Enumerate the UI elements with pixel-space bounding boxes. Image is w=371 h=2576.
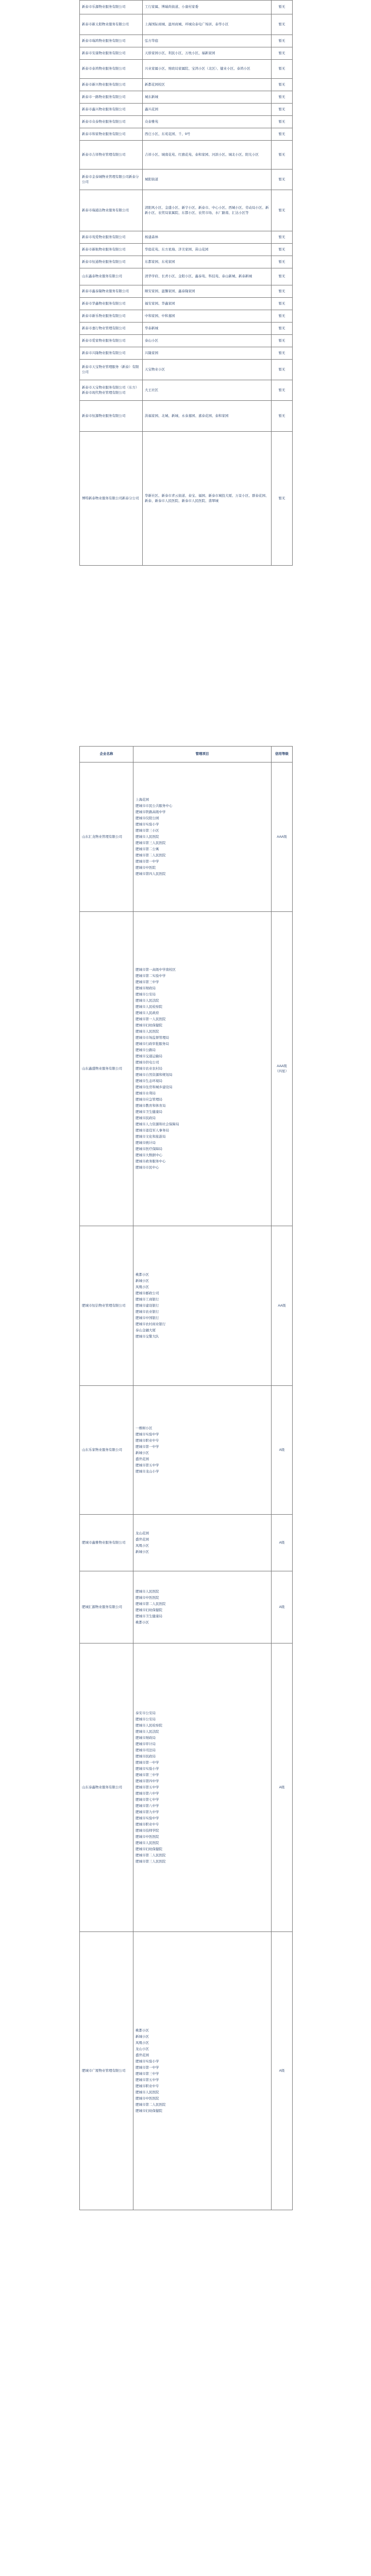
project-item: 肥城市第二人民医院 xyxy=(136,1853,166,1857)
company-cell: 新泰市新乐物业服务有限公司 xyxy=(80,310,143,323)
project-item: 凤凰小区 xyxy=(136,2041,149,2045)
project-item: 肥城市市民公共服务中心 xyxy=(136,804,173,808)
company-cell: 新泰市新航物业服务有限公司 xyxy=(80,244,143,256)
project-item: 肥城市第三中学 xyxy=(136,2072,159,2076)
project-item: 肥城市中医院 xyxy=(136,866,156,870)
area-cell: 大王社区 xyxy=(143,380,272,401)
company-cell: 新泰市一路物业服务有限公司 xyxy=(80,91,143,104)
level-cell: A级 xyxy=(272,1515,293,1571)
header-area: 管理项目 xyxy=(133,747,272,762)
area-cell: 杨建森林 xyxy=(143,231,272,244)
area-cell: 工行家属、博瑞尚街道、小康村家委 xyxy=(143,1,272,14)
project-item: 肥城市第四中学 xyxy=(136,1779,159,1783)
project-item: 新城小区 xyxy=(136,2035,149,2039)
project-item: 桃都小区 xyxy=(136,2028,149,2032)
table-row xyxy=(80,298,293,310)
level-cell: AAA级 xyxy=(272,762,293,912)
project-item: 肥城市卫生健康局 xyxy=(136,1110,162,1114)
table-1-body xyxy=(80,1,293,566)
area-cell: 众泰雅苑 xyxy=(143,116,272,128)
area-cell xyxy=(133,1515,272,1571)
area-cell: 福安家园、华鑫家园 xyxy=(143,298,272,310)
project-item: 肥城市龙山小学 xyxy=(136,1469,159,1473)
project-item: 肥城市财政局 xyxy=(136,1736,156,1740)
project-item: 肥城市市场监督管理局 xyxy=(136,1036,169,1040)
project-item: 凤凰小区 xyxy=(136,1285,149,1289)
project-item: 一棵树小区 xyxy=(136,1426,153,1430)
company-cell: 肥城市鑫雅物业服务有限公司 xyxy=(80,1515,133,1571)
project-item: 肥城市第三中学 xyxy=(136,1773,159,1777)
company-cell: 新泰市天宝物业服务有限公司（东方）新泰市现代物业管理有限公司 xyxy=(80,380,143,401)
level-cell: 暂无 xyxy=(272,60,293,79)
project-item: 肥城市市民中心 xyxy=(136,1165,159,1170)
level-cell: 暂无 xyxy=(272,91,293,104)
level-cell: 暂无 xyxy=(272,285,293,298)
project-item: 肥城市公路局 xyxy=(136,1048,156,1052)
table-row xyxy=(80,1,293,14)
level-cell: AAA级（四星） xyxy=(272,912,293,1226)
company-cell: 新泰市苑爱物业服务有限公司 xyxy=(80,231,143,244)
project-item: 肥城市人民医院 xyxy=(136,1029,159,1033)
project-item: 凤凰小区 xyxy=(136,1544,149,1548)
company-cell: 新泰市嘉行物业管理有限公司 xyxy=(80,323,143,335)
area-cell: 华庭花苑、东方星海、济美家园、苗山花园 xyxy=(143,244,272,256)
area-cell: 鑫兴花园 xyxy=(143,104,272,116)
project-item: 肥城市文化和旅游局 xyxy=(136,1134,166,1139)
project-item: 肥城市住房和城乡建设局 xyxy=(136,1085,173,1089)
level-cell: 暂无 xyxy=(272,323,293,335)
table-row xyxy=(80,1386,293,1515)
table-row xyxy=(80,141,293,170)
area-cell xyxy=(133,1226,272,1386)
header-level: 信用等级 xyxy=(272,747,293,762)
company-cell: 新泰市新太阳物业服务有限公司 xyxy=(80,14,143,35)
project-item: 肥城市妇幼保健院 xyxy=(136,1023,162,1027)
area-cell: 清阳风小区、金盛小区、新宇小区、新泰市、中心小区、西城小区、劳动局小区、新新小区、农贸局家属院、东都小区、农贸市场、水厂路南、汇达小区等 xyxy=(143,190,272,231)
level-cell: 暂无 xyxy=(272,380,293,401)
level-cell: 暂无 xyxy=(272,401,293,432)
level-cell: AA级 xyxy=(272,1226,293,1386)
area-cell: 天宝物业小区 xyxy=(143,360,272,380)
project-item: 肥城市中医医院 xyxy=(136,1835,159,1839)
project-item: 肥城市民政局 xyxy=(136,1116,156,1120)
project-item: 肥城市退役军人事务局 xyxy=(136,1128,169,1132)
level-cell: 暂无 xyxy=(272,335,293,347)
table-row xyxy=(80,1226,293,1386)
project-item: 肥城市教育和体育局 xyxy=(136,1104,166,1108)
company-cell: 新泰市吉祥物业管理有限公司 xyxy=(80,141,143,170)
company-cell: 肥城市广厦物业管理有限公司 xyxy=(80,1932,133,2210)
project-item: 肥城市第九中学 xyxy=(136,1810,159,1814)
project-item: 桃都小区 xyxy=(136,1620,149,1624)
project-item: 肥城市公安局 xyxy=(136,1717,156,1721)
area-cell: 华新社区、新泰市青云街道、泰宝、福园、新泰市城投大厦、万景小区、群泰花园、新泰、新泰市人民医院、新泰市人民医院、翡翠城 xyxy=(143,432,272,566)
company-cell: 新泰市瑞通达物业服务有限公司 xyxy=(80,190,143,231)
company-cell: 新泰市鑫兴物业服务有限公司 xyxy=(80,104,143,116)
project-item: 肥城市交通运输局 xyxy=(136,1054,162,1058)
project-item: 肥城市职业中专 xyxy=(136,2084,159,2088)
table-row xyxy=(80,1643,293,1932)
table-row xyxy=(80,360,293,380)
area-cell: 兴业家属小区、财政局家属院、宝鸿小区（北区）、健业小区、泰鸿小区 xyxy=(143,60,272,79)
level-cell: 暂无 xyxy=(272,360,293,380)
area-cell: 兴隆家园 xyxy=(143,347,272,360)
table-row xyxy=(80,347,293,360)
project-item: 肥城市第一中学 xyxy=(136,2065,159,2070)
project-item: 肥城市第三人民医院 xyxy=(136,841,166,845)
table-row xyxy=(80,91,293,104)
table-row xyxy=(80,128,293,141)
project-item: 肥城市农业农村局 xyxy=(136,1066,162,1071)
area-cell xyxy=(133,1643,272,1932)
level-cell: 暂无 xyxy=(272,432,293,566)
area-cell: 弘方华庭 xyxy=(143,35,272,47)
table-row xyxy=(80,401,293,432)
table-row xyxy=(80,60,293,79)
project-item: 肥城市应急管理局 xyxy=(136,1097,162,1101)
level-cell: 暂无 xyxy=(272,190,293,231)
area-cell xyxy=(133,912,272,1226)
project-item: 肥城市职业中专 xyxy=(136,1822,159,1826)
table-row xyxy=(80,335,293,347)
project-item: 肥城市民政局 xyxy=(136,1754,156,1758)
project-item: 肥城市人民医院 xyxy=(136,1589,159,1594)
level-cell: 暂无 xyxy=(272,231,293,244)
project-item: 肥城市第一中学 xyxy=(136,1445,159,1449)
company-cell: 新泰市安康物业服务有限公司 xyxy=(80,47,143,60)
level-cell: 暂无 xyxy=(272,35,293,47)
project-item: 肥城市第六中学 xyxy=(136,1791,159,1795)
table-row xyxy=(80,47,293,60)
area-cell xyxy=(133,1932,272,2210)
project-item: 肥城市建设银行 xyxy=(136,1303,159,1308)
level-cell: 暂无 xyxy=(272,116,293,128)
project-item: 肥城市第二实验中学 xyxy=(136,974,166,978)
area-cell: 清华学府、长青小区、金阳小区、鑫泰苑、科技苑、泰山新城、新泰新城 xyxy=(143,268,272,285)
project-item: 肥城市第四人民医院 xyxy=(136,872,166,876)
project-item: 肥城市实验小学 xyxy=(136,2059,159,2063)
project-item: 肥城市人民政府 xyxy=(136,1011,159,1015)
project-item: 新城小区 xyxy=(136,1279,149,1283)
area-cell: 吉祥小区、城南花苑、红旗花苑、泰和家园、河滨小区、城北小区、阳光小区 xyxy=(143,141,272,170)
project-item: 龙山小区 xyxy=(136,2047,149,2051)
project-item: 肥城市行政审批服务局 xyxy=(136,1042,169,1046)
area-cell xyxy=(133,1571,272,1643)
table-2-header-row xyxy=(80,747,293,762)
project-item: 肥城市水利局 xyxy=(136,1091,156,1095)
project-item: 肥城市妇幼保健院 xyxy=(136,1608,162,1612)
company-cell: 新泰市泰鸿物业服务有限公司 xyxy=(80,60,143,79)
project-item: 肥城市第二人民医院 xyxy=(136,1602,166,1606)
project-item: 肥城市供电公司 xyxy=(136,1060,159,1064)
header-company: 企业名称 xyxy=(80,747,133,762)
project-item: 肥城市第八中学 xyxy=(136,1804,159,1808)
project-item: 肥城市第三小区 xyxy=(136,828,159,833)
project-item: 新城小区 xyxy=(136,1451,149,1455)
property-company-table-2 xyxy=(79,746,293,2210)
project-item: 肥城市技师学院 xyxy=(136,1828,159,1833)
project-item: 泰安市公安局 xyxy=(136,1711,156,1715)
project-item: 肥城市妇幼保健院 xyxy=(136,2109,162,2113)
area-cell: 东都家园、东苑家园 xyxy=(143,256,272,268)
project-item: 泰山金融大厦 xyxy=(136,1328,156,1332)
project-item: 新城小区 xyxy=(136,1550,149,1554)
company-cell: 新泰市兴隆物业服务有限公司 xyxy=(80,347,143,360)
level-cell: 暂无 xyxy=(272,244,293,256)
project-item: 肥城市第二人民医院 xyxy=(136,853,166,857)
project-item: 肥城市统计局 xyxy=(136,1141,156,1145)
project-item: 肥城市人民医院 xyxy=(136,2090,159,2094)
table-row xyxy=(80,912,293,1226)
project-item: 肥城市人民法院 xyxy=(136,998,159,1003)
table-row xyxy=(80,170,293,190)
table-gap xyxy=(79,742,292,746)
project-item: 肥城市第一中学 xyxy=(136,1760,159,1765)
project-item: 肥城市司法局 xyxy=(136,1748,156,1752)
project-item: 肥城市实验中学 xyxy=(136,1816,159,1820)
project-item: 肥城市第七中学 xyxy=(136,1798,159,1802)
table-row xyxy=(80,244,293,256)
project-item: 肥城市第二人民医院 xyxy=(136,2103,166,2107)
project-item: 肥城市中医医院 xyxy=(136,2096,159,2100)
level-cell: A级 xyxy=(272,1571,293,1643)
table-row xyxy=(80,432,293,566)
area-cell: 城东新城 xyxy=(143,91,272,104)
project-item: 肥城市审计局 xyxy=(136,1742,156,1746)
project-item: 肥城市卫生健康局 xyxy=(136,1614,162,1618)
area-cell: 上海国际商城、温州商城、环城众泰电广场居、泰华小区 xyxy=(143,14,272,35)
area-cell: 西庄小区、东苑花园、千、9号 xyxy=(143,128,272,141)
table-row xyxy=(80,1932,293,2210)
company-cell: 新泰市爱家物业服务有限公司 xyxy=(80,335,143,347)
company-cell: 新泰市金泰城物业管理有限公司新泰分公司 xyxy=(80,170,143,190)
project-item: 肥城市铁路高级中学 xyxy=(136,810,166,814)
project-item: 肥城市农村商业银行 xyxy=(136,1322,166,1326)
property-company-table-1 xyxy=(79,0,293,566)
project-item: 肥城市公安局 xyxy=(136,992,156,996)
level-cell: A级 xyxy=(272,1386,293,1515)
project-item: 肥城市第五中学 xyxy=(136,1785,159,1789)
table-row xyxy=(80,256,293,268)
table-row xyxy=(80,380,293,401)
project-item: 桃都小区 xyxy=(136,1273,149,1277)
project-item: 肥城市人民法院 xyxy=(136,1730,159,1734)
table-row xyxy=(80,104,293,116)
project-item: 龙山花园 xyxy=(136,1531,149,1535)
project-item: 肥城市第二公寓 xyxy=(136,847,159,851)
area-cell: 华泰新城 xyxy=(143,323,272,335)
area-cell: 天骄家园小区、利民小区、万枕小区、福新家园 xyxy=(143,47,272,60)
company-cell: 新泰市恒源物业服务有限公司 xyxy=(80,401,143,432)
table-row xyxy=(80,1515,293,1571)
table-2-body xyxy=(80,762,293,2210)
company-cell: 新泰市华鑫物业服务有限公司 xyxy=(80,298,143,310)
area-cell: 洪福家园、北城、新城、永泰嘉园、嘉泰花园、泰和家园 xyxy=(143,401,272,432)
table-row xyxy=(80,190,293,231)
project-item: 肥城市仪阳公园 xyxy=(136,816,159,820)
project-item: 上海花园 xyxy=(136,798,149,802)
project-item: 肥城市邮政公司 xyxy=(136,1291,159,1295)
level-cell: 暂无 xyxy=(272,47,293,60)
project-item: 肥城市职业中专 xyxy=(136,1438,159,1443)
level-cell: 暂无 xyxy=(272,268,293,285)
project-item: 肥城市人民检察院 xyxy=(136,1723,162,1727)
project-item: 肥城市财政局 xyxy=(136,986,156,990)
project-item: 肥城市实验中学 xyxy=(136,1432,159,1436)
area-cell: 城阳街道 xyxy=(143,170,272,190)
area-cell xyxy=(133,1386,272,1515)
area-cell: 泰山小区 xyxy=(143,335,272,347)
project-item: 肥城市农业银行 xyxy=(136,1310,159,1314)
table-row xyxy=(80,310,293,323)
project-item: 肥城市政务服务中心 xyxy=(136,1159,166,1163)
project-item: 盛世花园 xyxy=(136,1537,149,1541)
project-item: 肥城市生态环境局 xyxy=(136,1079,162,1083)
project-item: 肥城市交警大队 xyxy=(136,1334,159,1338)
level-cell: 暂无 xyxy=(272,1,293,14)
project-item: 肥城市第一中学 xyxy=(136,859,159,863)
project-item: 肥城市第一人民医院 xyxy=(136,1017,166,1021)
level-cell: A级 xyxy=(272,1932,293,2210)
table-row xyxy=(80,323,293,335)
project-item: 盛世花园 xyxy=(136,2053,149,2057)
level-cell: A级 xyxy=(272,1643,293,1932)
project-item: 肥城市实验小学 xyxy=(136,822,159,826)
table-row xyxy=(80,285,293,298)
company-cell: 新泰市和家物业服务有限公司 xyxy=(80,128,143,141)
area-cell: 顺安家园、温馨家园、鑫泰隆家园 xyxy=(143,285,272,298)
project-item: 肥城市工商银行 xyxy=(136,1297,159,1301)
table-row xyxy=(80,762,293,912)
level-cell: 暂无 xyxy=(272,141,293,170)
level-cell: 暂无 xyxy=(272,104,293,116)
level-cell: 暂无 xyxy=(272,14,293,35)
project-item: 肥城市第一高级中学南校区 xyxy=(136,968,176,972)
area-cell: 新都花园校区 xyxy=(143,79,272,91)
table-row xyxy=(80,231,293,244)
company-cell: 新泰市天宝物业管理服务（新泰）有限公司 xyxy=(80,360,143,380)
level-cell: 暂无 xyxy=(272,347,293,360)
level-cell: 暂无 xyxy=(272,170,293,190)
project-item: 肥城市大数据中心 xyxy=(136,1153,162,1157)
table-row xyxy=(80,116,293,128)
table-row xyxy=(80,1571,293,1643)
company-cell: 山东鑫盛物业服务有限公司 xyxy=(80,912,133,1226)
project-item: 肥城市第三人民医院 xyxy=(136,1859,166,1863)
table-row xyxy=(80,268,293,285)
company-cell: 新泰市新兴物业服务有限公司 xyxy=(80,79,143,91)
company-cell: 山东鑫泰物业服务有限公司 xyxy=(80,268,143,285)
company-cell: 山东汇龙物业管理有限公司 xyxy=(80,762,133,912)
project-item: 肥城市第五中学 xyxy=(136,2078,159,2082)
project-item: 肥城市实验小学 xyxy=(136,1767,159,1771)
company-cell: 山东泰鑫物业服务有限公司 xyxy=(80,1643,133,1932)
project-item: 盛世花园 xyxy=(136,1457,149,1461)
area-cell xyxy=(133,762,272,912)
project-item: 肥城市中国银行 xyxy=(136,1316,159,1320)
level-cell: 暂无 xyxy=(272,310,293,323)
level-cell: 暂无 xyxy=(272,256,293,268)
project-item: 肥城市人民医院 xyxy=(136,1841,159,1845)
company-cell: 新泰市众泰物业服务有限公司 xyxy=(80,116,143,128)
company-cell: 新泰市瑞鸿物业服务有限公司 xyxy=(80,35,143,47)
company-cell: 新泰市鑫泰隆物业服务有限公司 xyxy=(80,285,143,298)
company-cell: 肥城汇源物业服务有限公司 xyxy=(80,1571,133,1643)
project-item: 肥城市自然资源和规划局 xyxy=(136,1073,173,1077)
company-cell: 肥城市恒信物业管理有限公司 xyxy=(80,1226,133,1386)
level-cell: 暂无 xyxy=(272,298,293,310)
table-row xyxy=(80,35,293,47)
project-item: 肥城市第三中学 xyxy=(136,980,159,984)
project-item: 肥城市第五中学 xyxy=(136,1463,159,1467)
project-item: 肥城市人力资源和社会保障局 xyxy=(136,1122,179,1126)
project-item: 肥城市妇幼保健院 xyxy=(136,1847,162,1851)
table-row xyxy=(80,14,293,35)
project-item: 肥城市人民医院 xyxy=(136,835,159,839)
area-cell: 中和家园、中和嘉园 xyxy=(143,310,272,323)
level-cell: 暂无 xyxy=(272,79,293,91)
project-item: 肥城市人民检察院 xyxy=(136,1005,162,1009)
project-item: 肥城市中医医院 xyxy=(136,1596,159,1600)
project-item: 肥城市医疗保障局 xyxy=(136,1147,162,1151)
level-cell: 暂无 xyxy=(272,128,293,141)
company-cell: 山东乐家物业服务有限公司 xyxy=(80,1386,133,1515)
company-cell: 博特新泰物业服务有限公司新泰分公司 xyxy=(80,432,143,566)
company-cell: 新泰市乐源物业服务有限公司 xyxy=(80,1,143,14)
company-cell: 新泰市恒通物业服务有限公司 xyxy=(80,256,143,268)
table-row xyxy=(80,79,293,91)
